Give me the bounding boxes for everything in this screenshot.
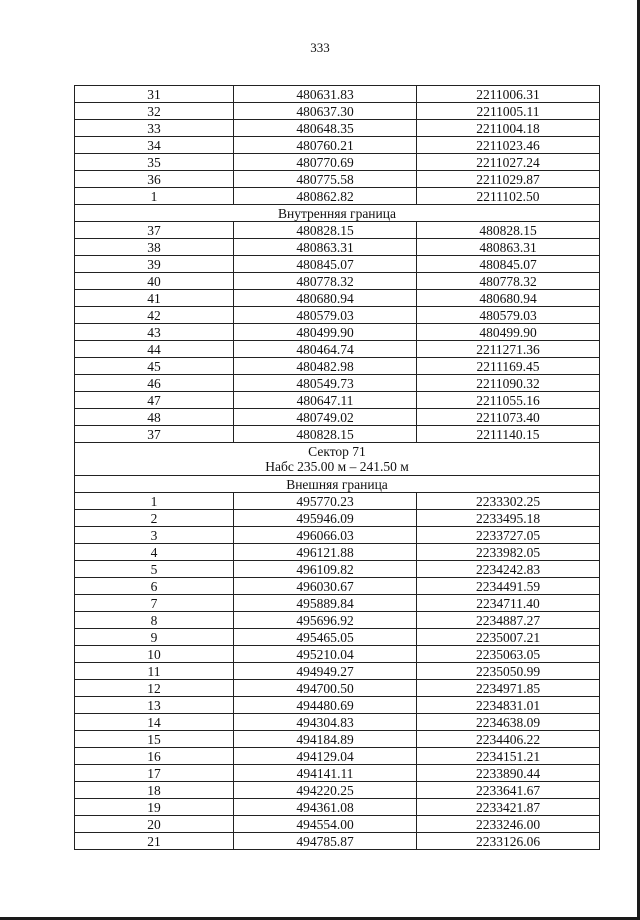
point-number-cell: 41 [75,290,234,307]
x-coordinate-cell: 494949.27 [234,663,417,680]
x-coordinate-cell: 480778.32 [234,273,417,290]
x-coordinate-cell: 495465.05 [234,629,417,646]
table-row [75,493,600,510]
x-coordinate-cell: 496066.03 [234,527,417,544]
x-coordinate-cell: 496121.88 [234,544,417,561]
x-coordinate-cell: 494184.89 [234,731,417,748]
table-row [75,629,600,646]
x-coordinate-cell: 496030.67 [234,578,417,595]
x-coordinate-cell: 494304.83 [234,714,417,731]
table-row [75,561,600,578]
table-row [75,239,600,256]
point-number-cell: 7 [75,595,234,612]
point-number-cell: 36 [75,171,234,188]
x-coordinate-cell: 494141.11 [234,765,417,782]
coordinates-table-body [75,86,600,850]
y-coordinate-cell: 2234406.22 [417,731,600,748]
x-coordinate-cell: 480828.15 [234,222,417,239]
table-row [75,714,600,731]
section-heading-row [75,205,600,222]
x-coordinate-cell: 480464.74 [234,341,417,358]
x-coordinate-cell: 496109.82 [234,561,417,578]
x-coordinate-cell: 480482.98 [234,358,417,375]
x-coordinate-cell: 480647.11 [234,392,417,409]
y-coordinate-cell: 2233302.25 [417,493,600,510]
table-row [75,392,600,409]
table-row [75,358,600,375]
x-coordinate-cell: 480863.31 [234,239,417,256]
x-coordinate-cell: 494785.87 [234,833,417,850]
table-row [75,86,600,103]
table-row [75,426,600,443]
y-coordinate-cell: 480579.03 [417,307,600,324]
section-heading: Внешняя граница [75,476,600,493]
point-number-cell: 35 [75,154,234,171]
table-row [75,188,600,205]
table-row [75,748,600,765]
x-coordinate-cell: 480749.02 [234,409,417,426]
y-coordinate-cell: 480828.15 [417,222,600,239]
x-coordinate-cell: 494220.25 [234,782,417,799]
table-row [75,375,600,392]
table-row [75,680,600,697]
point-number-cell: 1 [75,493,234,510]
point-number-cell: 33 [75,120,234,137]
y-coordinate-cell: 2211140.15 [417,426,600,443]
point-number-cell: 6 [75,578,234,595]
point-number-cell: 3 [75,527,234,544]
y-coordinate-cell: 2233495.18 [417,510,600,527]
point-number-cell: 15 [75,731,234,748]
table-row [75,697,600,714]
point-number-cell: 19 [75,799,234,816]
x-coordinate-cell: 480845.07 [234,256,417,273]
y-coordinate-cell: 480680.94 [417,290,600,307]
x-coordinate-cell: 480499.90 [234,324,417,341]
point-number-cell: 43 [75,324,234,341]
y-coordinate-cell: 480499.90 [417,324,600,341]
table-row [75,154,600,171]
y-coordinate-cell: 480845.07 [417,256,600,273]
y-coordinate-cell: 2235007.21 [417,629,600,646]
coordinates-table [74,85,600,850]
table-row [75,222,600,239]
y-coordinate-cell: 2211169.45 [417,358,600,375]
point-number-cell: 44 [75,341,234,358]
y-coordinate-cell: 2233421.87 [417,799,600,816]
point-number-cell: 34 [75,137,234,154]
point-number-cell: 5 [75,561,234,578]
table-row [75,663,600,680]
y-coordinate-cell: 480863.31 [417,239,600,256]
y-coordinate-cell: 2211102.50 [417,188,600,205]
sector-header-row [75,443,600,476]
y-coordinate-cell: 2234831.01 [417,697,600,714]
y-coordinate-cell: 2233246.00 [417,816,600,833]
x-coordinate-cell: 495889.84 [234,595,417,612]
y-coordinate-cell: 2233982.05 [417,544,600,561]
x-coordinate-cell: 495946.09 [234,510,417,527]
point-number-cell: 32 [75,103,234,120]
sector-title: Сектор 71 [308,444,366,459]
y-coordinate-cell: 2234491.59 [417,578,600,595]
point-number-cell: 18 [75,782,234,799]
point-number-cell: 39 [75,256,234,273]
x-coordinate-cell: 480775.58 [234,171,417,188]
point-number-cell: 38 [75,239,234,256]
y-coordinate-cell: 2235063.05 [417,646,600,663]
point-number-cell: 47 [75,392,234,409]
point-number-cell: 31 [75,86,234,103]
y-coordinate-cell: 2235050.99 [417,663,600,680]
point-number-cell: 21 [75,833,234,850]
point-number-cell: 48 [75,409,234,426]
y-coordinate-cell: 2233727.05 [417,527,600,544]
table-row [75,137,600,154]
y-coordinate-cell: 2211073.40 [417,409,600,426]
table-row [75,578,600,595]
y-coordinate-cell: 2211023.46 [417,137,600,154]
table-row [75,782,600,799]
x-coordinate-cell: 480549.73 [234,375,417,392]
x-coordinate-cell: 494129.04 [234,748,417,765]
table-row [75,816,600,833]
x-coordinate-cell: 480637.30 [234,103,417,120]
table-row [75,612,600,629]
x-coordinate-cell: 480648.35 [234,120,417,137]
x-coordinate-cell: 480862.82 [234,188,417,205]
point-number-cell: 1 [75,188,234,205]
x-coordinate-cell: 480631.83 [234,86,417,103]
x-coordinate-cell: 480680.94 [234,290,417,307]
point-number-cell: 37 [75,222,234,239]
x-coordinate-cell: 480760.21 [234,137,417,154]
y-coordinate-cell: 2211004.18 [417,120,600,137]
section-heading-row [75,476,600,493]
point-number-cell: 12 [75,680,234,697]
y-coordinate-cell: 2234151.21 [417,748,600,765]
y-coordinate-cell: 2233890.44 [417,765,600,782]
y-coordinate-cell: 2234971.85 [417,680,600,697]
y-coordinate-cell: 2211005.11 [417,103,600,120]
table-row [75,409,600,426]
point-number-cell: 37 [75,426,234,443]
point-number-cell: 16 [75,748,234,765]
y-coordinate-cell: 2211271.36 [417,341,600,358]
y-coordinate-cell: 2211090.32 [417,375,600,392]
table-row [75,527,600,544]
sector-header-cell [75,443,600,476]
point-number-cell: 10 [75,646,234,663]
x-coordinate-cell: 494361.08 [234,799,417,816]
y-coordinate-cell: 480778.32 [417,273,600,290]
point-number-cell: 20 [75,816,234,833]
table-row [75,307,600,324]
table-row [75,171,600,188]
table-row [75,103,600,120]
table-row [75,731,600,748]
table-row [75,273,600,290]
y-coordinate-cell: 2233641.67 [417,782,600,799]
y-coordinate-cell: 2234242.83 [417,561,600,578]
table-row [75,120,600,137]
point-number-cell: 40 [75,273,234,290]
point-number-cell: 8 [75,612,234,629]
table-row [75,341,600,358]
table-row [75,544,600,561]
x-coordinate-cell: 494480.69 [234,697,417,714]
x-coordinate-cell: 480770.69 [234,154,417,171]
sector-elevation: Набс 235.00 м – 241.50 м [265,459,409,474]
table-row [75,595,600,612]
table-row [75,510,600,527]
y-coordinate-cell: 2234711.40 [417,595,600,612]
section-heading: Внутренняя граница [75,205,600,222]
y-coordinate-cell: 2211027.24 [417,154,600,171]
y-coordinate-cell: 2211006.31 [417,86,600,103]
point-number-cell: 14 [75,714,234,731]
table-row [75,290,600,307]
point-number-cell: 4 [75,544,234,561]
table-row [75,324,600,341]
point-number-cell: 46 [75,375,234,392]
table-row [75,256,600,273]
table-row [75,765,600,782]
point-number-cell: 17 [75,765,234,782]
x-coordinate-cell: 494554.00 [234,816,417,833]
x-coordinate-cell: 494700.50 [234,680,417,697]
point-number-cell: 13 [75,697,234,714]
x-coordinate-cell: 495210.04 [234,646,417,663]
y-coordinate-cell: 2211055.16 [417,392,600,409]
y-coordinate-cell: 2233126.06 [417,833,600,850]
point-number-cell: 45 [75,358,234,375]
table-row [75,646,600,663]
point-number-cell: 9 [75,629,234,646]
table-row [75,799,600,816]
y-coordinate-cell: 2211029.87 [417,171,600,188]
y-coordinate-cell: 2234887.27 [417,612,600,629]
point-number-cell: 42 [75,307,234,324]
x-coordinate-cell: 495770.23 [234,493,417,510]
point-number-cell: 2 [75,510,234,527]
x-coordinate-cell: 480828.15 [234,426,417,443]
table-row [75,833,600,850]
x-coordinate-cell: 480579.03 [234,307,417,324]
point-number-cell: 11 [75,663,234,680]
y-coordinate-cell: 2234638.09 [417,714,600,731]
page-number: 333 [310,40,330,55]
x-coordinate-cell: 495696.92 [234,612,417,629]
